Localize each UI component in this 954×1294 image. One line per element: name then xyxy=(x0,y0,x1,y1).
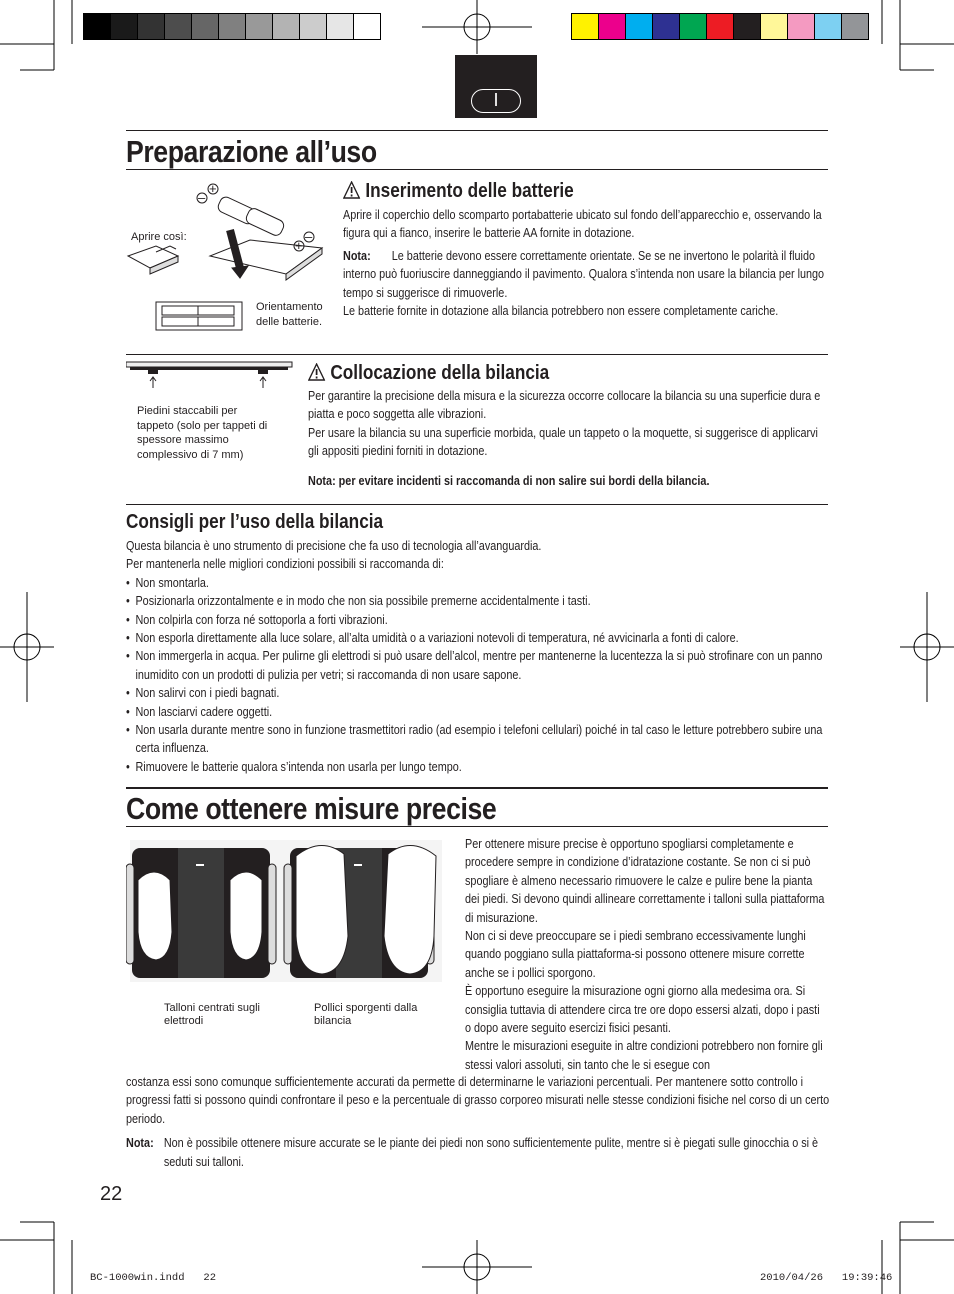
tips-list-item: • Non immergerla in acqua. Per pulirne gli elettrodi si può usare dell’alcol, mentre per mantenerne la lucentezza la si può strofinare con un panno inumidito con un prodotti di pulizia per vetri; si raccomanda di non usare sapone. xyxy=(126,647,831,684)
tips-list-item: • Non esporla direttamente alla luce solare, all’alta umidità o a variazioni notevoli di temperatura, né avvicinarla a fonti di calore. xyxy=(126,629,831,647)
accurate-nota-label: Nota: xyxy=(126,1136,154,1151)
accurate-para2: Non ci si deve preoccupare se i piedi sembrano eccessivamente lunghi quando poggiano sulla piattaforma-si possono ottenere misure corrette anche se i pollici sporgono. xyxy=(465,929,806,980)
svg-text:–: – xyxy=(198,190,206,205)
tips-list-item: • Non lasciarvi cadere oggetti. xyxy=(126,703,831,721)
accurate-right-column xyxy=(465,835,826,1074)
language-tab xyxy=(455,55,537,118)
battery-label-open: Aprire così: xyxy=(131,231,187,243)
accurate-para1: Per ottenere misure precise è opportuno spogliarsi completamente e procedere sempre in condizione d’idratazione costante. Se non ci si può spogliare è almeno necessario rimuovere le calze e pulire bene la pianta dei piedi. Si devono quindi allineare correttamente i talloni sulla piattaforma di misurazione. xyxy=(465,837,825,925)
footer-timestamp: 2010/04/26 19:39:46 xyxy=(760,1272,893,1284)
section-rule xyxy=(126,826,828,827)
feet-caption-right: Pollici sporgenti dalla bilancia xyxy=(314,1002,418,1027)
feet-on-scale-illustration xyxy=(126,836,446,986)
section-rule xyxy=(126,787,828,789)
tips-list-item: • Posizionarla orizzontalmente e in modo che non sia possibile premerne accidentalmente i tasti. xyxy=(126,592,831,610)
scale-feet-illustration xyxy=(126,360,296,400)
accurate-bottom xyxy=(126,1073,831,1171)
placement-body xyxy=(308,387,824,490)
section-rule xyxy=(126,130,828,131)
tips-list-item: • Non salirvi con i piedi bagnati. xyxy=(126,684,831,702)
svg-text:+: + xyxy=(295,238,303,253)
placement-title: Collocazione della bilancia xyxy=(330,362,550,384)
batteries-nota-text: Le batterie devono essere correttamente orientate. Se se ne invertono le polarità il fluido interno può fuoriuscire danneggiando il pavimento. Qualora s’intenda non usare la bilancia per lungo tempo si suggerisce di rimuoverle. xyxy=(343,248,825,300)
section-rule xyxy=(126,504,828,505)
warning-icon xyxy=(308,363,325,381)
page-number: 22 xyxy=(100,1183,123,1205)
placement-heading xyxy=(308,362,549,385)
batteries-heading xyxy=(343,180,574,203)
section-rule xyxy=(126,169,828,170)
batteries-title: Inserimento delle batterie xyxy=(365,180,574,202)
placement-nota: Nota: per evitare incidenti si raccomanda di non salire sui bordi della bilancia. xyxy=(308,473,710,488)
feet-caption-left: Talloni centrati sugli elettrodi xyxy=(164,1002,260,1027)
batteries-text: Aprire il coperchio dello scomparto portabatterie ubicato sul fondo dell’apparecchio e, osservando la figura qui a fianco, inserire le batterie AA fornite in dotazione. xyxy=(343,208,822,241)
batteries-body xyxy=(343,206,825,320)
language-tab-label: I xyxy=(471,89,521,113)
placement-text2: Per usare la bilancia su una superficie morbida, quale un tappeto o la moquette, si suggerisce di applicarvi gli appositi piedini forniti in dotazione. xyxy=(308,425,818,459)
placement-text1: Per garantire la precisione della misura e la sicurezza occorre collocare la bilancia su una superficie dura e piatta e poco soggetta alle vibrazioni. xyxy=(308,389,821,422)
footer-file: BC-1000win.indd 22 xyxy=(90,1272,217,1284)
section-rule xyxy=(126,354,828,355)
placement-caption: Piedini staccabili per tappeto (solo per tappeti di spessore massimo complessivo di 7 mm) xyxy=(137,405,268,461)
batteries-nota-text2: Le batterie fornite in dotazione alla bilancia potrebbero non essere completamente cariche. xyxy=(343,304,779,319)
tips-title: Consigli per l’uso della bilancia xyxy=(126,511,384,533)
section-title-preparazione: Preparazione all’uso xyxy=(126,134,377,169)
tips-list-item: • Rimuovere le batterie qualora s’intenda non usarla per lungo tempo. xyxy=(126,758,831,776)
batteries-nota xyxy=(343,247,825,302)
accurate-nota xyxy=(126,1134,831,1171)
tips-list xyxy=(126,574,831,776)
accurate-para4: Mentre le misurazioni eseguite in altre condizioni potrebbero non fornire gli stessi valori assoluti, sin tanto che le si esegue con xyxy=(465,1039,823,1072)
accurate-para3: È opportuno eseguire la misurazione ogni giorno alla medesima ora. Si consiglia tuttavia di attendere circa tre ore dopo essersi alzati, dopo i pasti o dopo avere seguito esercizi fisici pesanti. xyxy=(465,984,820,1036)
accurate-para4-cont: costanza essi sono comunque sufficientemente accurati da permette di determinarne le variazioni percentuali. Per mantenere sotto controllo i progressi fatti si possono quindi confrontare il peso e la percentuale di grasso corporeo misurati nelle stesse condizioni fisiche nel corso di un certo periodo. xyxy=(126,1075,830,1126)
tips-list-item: • Non colpirla con forza né sottoporla a forti vibrazioni. xyxy=(126,611,831,629)
svg-text:+: + xyxy=(209,181,217,196)
tips-list-item: • Non smontarla. xyxy=(126,574,831,592)
tips-intro1: Questa bilancia è uno strumento di precisione che fa uso di tecnologia all’avanguardia. xyxy=(126,539,542,553)
section-title-accurate: Come ottenere misure precise xyxy=(126,791,497,826)
tips-intro2: Per mantenerla nelle migliori condizioni possibili si raccomanda di: xyxy=(126,557,444,572)
tips-body xyxy=(126,537,831,776)
accurate-nota-text: Non è possibile ottenere misure accurate se le piante dei piedi non sono sufficientemente pulite, mentre si è piegati sulle ginocchia o si è seduti sui talloni. xyxy=(163,1136,819,1169)
tips-list-item: • Non usarla durante mentre sono in funzione trasmettitori radio (ad esempio i telefoni cellulari) poiché in tal caso le letture potrebbero subire una certa influenza. xyxy=(126,721,831,758)
battery-label-orientation: Orientamento delle batterie. xyxy=(256,301,323,328)
svg-text:–: – xyxy=(305,229,313,244)
warning-icon xyxy=(343,181,360,199)
batteries-nota-label: Nota: xyxy=(343,248,371,263)
